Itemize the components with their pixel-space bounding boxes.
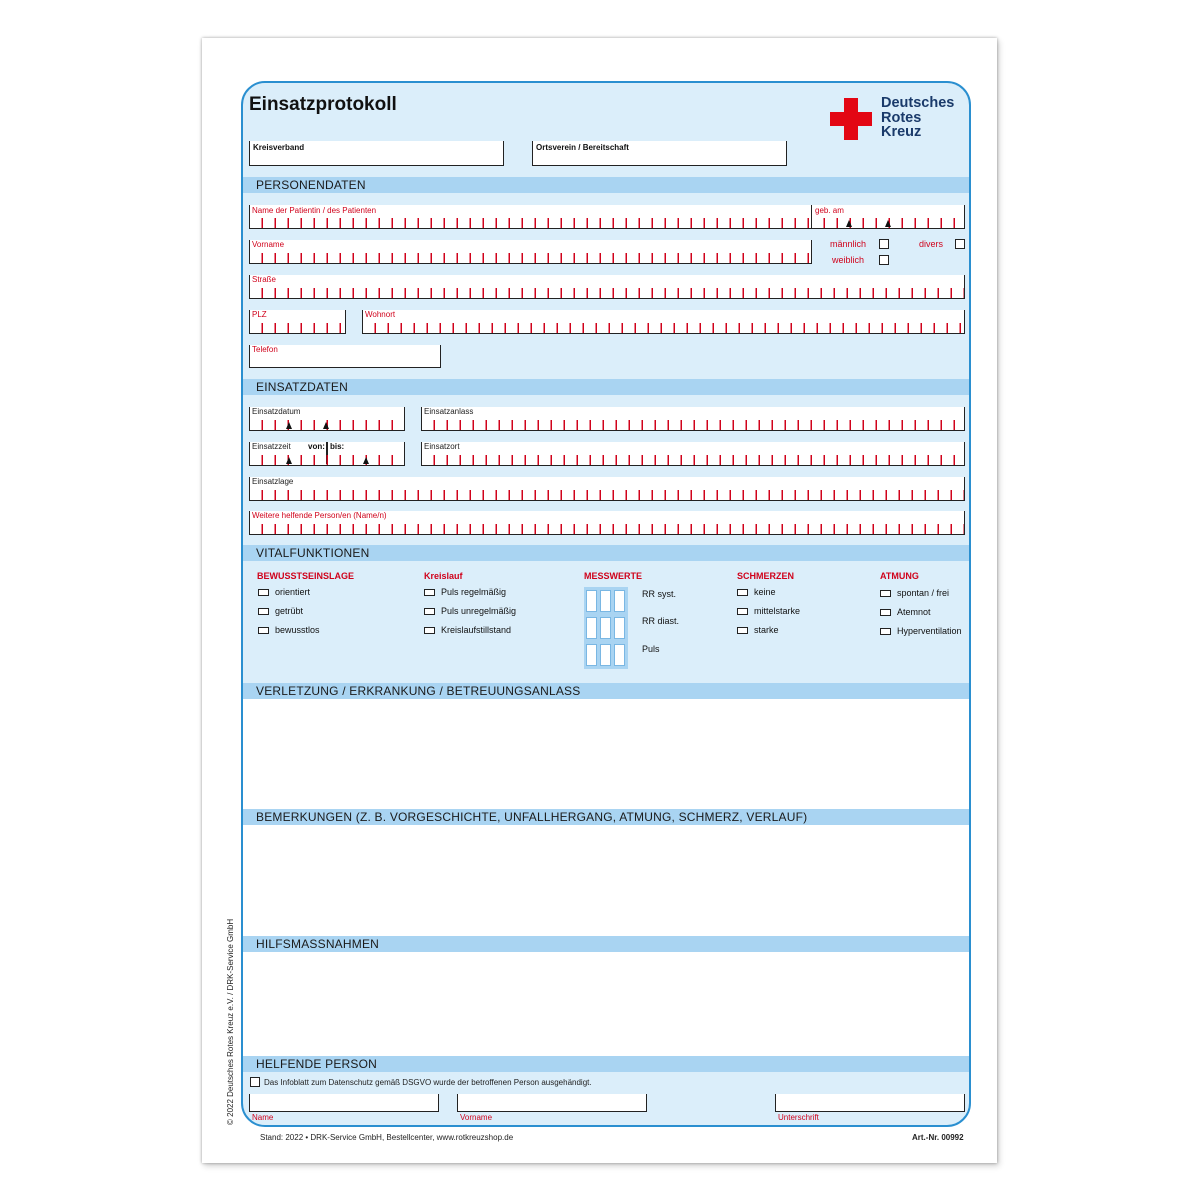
section-bemerkungen: BEMERKUNGEN (Z. B. VORGESCHICHTE, UNFALLHERGANG, ATMUNG, SCHMERZ, VERLAUF) bbox=[243, 809, 969, 825]
helfer-vorname-label: Vorname bbox=[460, 1113, 493, 1122]
section-einsatzdaten: EINSATZDATEN bbox=[243, 379, 969, 395]
option-getruebt[interactable]: getrübt bbox=[258, 606, 303, 616]
ortsverein-field[interactable]: Ortsverein / Bereitschaft bbox=[532, 141, 787, 166]
messwerte-heading: MESSWERTE bbox=[584, 571, 643, 581]
dsgvo-checkbox[interactable] bbox=[250, 1077, 260, 1087]
birthdate-field[interactable]: geb. am bbox=[811, 205, 965, 229]
dsgvo-text: Das Infoblatt zum Datenschutz gemäß DSGVO wurde der betroffenen Person ausgehändigt. bbox=[264, 1078, 592, 1087]
section-personendaten: PERSONENDATEN bbox=[243, 177, 969, 193]
option-bewusstlos[interactable]: bewusstlos bbox=[258, 625, 320, 635]
red-cross-logo-icon bbox=[830, 98, 872, 140]
vorname-field[interactable]: Vorname bbox=[249, 240, 812, 264]
divers-label: divers bbox=[919, 239, 944, 249]
section-verletzung: VERLETZUNG / ERKRANKUNG / BETREUUNGSANLASS bbox=[243, 683, 969, 699]
patient-name-field[interactable]: Name der Patientin / des Patienten bbox=[249, 205, 812, 229]
rr-syst-label: RR syst. bbox=[642, 589, 677, 599]
kreislauf-heading: Kreislauf bbox=[424, 571, 463, 581]
strasse-field[interactable]: Straße bbox=[249, 275, 965, 299]
section-hilfsmassnahmen: HILFSMASSNAHMEN bbox=[243, 936, 969, 952]
option-spontan-frei[interactable]: spontan / frei bbox=[880, 588, 949, 598]
helfer-name-label: Name bbox=[252, 1113, 274, 1122]
unterschrift-field[interactable] bbox=[775, 1094, 965, 1112]
schmerzen-heading: SCHMERZEN bbox=[737, 571, 795, 581]
hilfsmassnahmen-textarea[interactable] bbox=[243, 952, 969, 1056]
option-hyperventilation[interactable]: Hyperventilation bbox=[880, 626, 962, 636]
option-keine[interactable]: keine bbox=[737, 587, 776, 597]
logo-text: Deutsches Rotes Kreuz bbox=[881, 95, 955, 140]
rr-diast-label: RR diast. bbox=[642, 616, 680, 626]
helfer-name-field[interactable] bbox=[249, 1094, 439, 1112]
option-mittelstarke[interactable]: mittelstarke bbox=[737, 606, 800, 616]
option-starke[interactable]: starke bbox=[737, 625, 779, 635]
weiblich-label: weiblich bbox=[832, 255, 865, 265]
footer-artnr: Art.-Nr. 00992 bbox=[912, 1133, 964, 1142]
plz-field[interactable]: PLZ bbox=[249, 310, 346, 334]
bemerkungen-textarea[interactable] bbox=[243, 825, 969, 936]
telefon-field[interactable]: Telefon bbox=[249, 345, 441, 368]
unterschrift-label: Unterschrift bbox=[778, 1113, 819, 1122]
option-puls-unregelmaessig[interactable]: Puls unregelmäßig bbox=[424, 606, 516, 616]
footer-stand: Stand: 2022 • DRK-Service GmbH, Bestellcenter, www.rotkreuzshop.de bbox=[260, 1133, 514, 1142]
weiblich-checkbox[interactable] bbox=[879, 255, 889, 265]
einsatzdatum-field[interactable]: Einsatzdatum bbox=[249, 407, 405, 431]
option-puls-regelmaessig[interactable]: Puls regelmäßig bbox=[424, 587, 506, 597]
section-helfende-person: HELFENDE PERSON bbox=[243, 1056, 969, 1072]
einsatzanlass-field[interactable]: Einsatzanlass bbox=[421, 407, 965, 431]
bewusstsein-heading: BEWUSSTSEINSLAGE bbox=[257, 571, 355, 581]
helfer-vorname-field[interactable] bbox=[457, 1094, 647, 1112]
option-kreislaufstillstand[interactable]: Kreislaufstillstand bbox=[424, 625, 511, 635]
page-title: Einsatzprotokoll bbox=[249, 94, 397, 115]
wohnort-field[interactable]: Wohnort bbox=[362, 310, 965, 334]
puls-label: Puls bbox=[642, 644, 660, 654]
messwerte-grid[interactable] bbox=[584, 587, 628, 669]
weitere-personen-field[interactable]: Weitere helfende Person/en (Name/n) bbox=[249, 511, 965, 535]
verletzung-textarea[interactable] bbox=[243, 699, 969, 809]
option-atemnot[interactable]: Atemnot bbox=[880, 607, 931, 617]
divers-checkbox[interactable] bbox=[955, 239, 965, 249]
einsatzort-field[interactable]: Einsatzort bbox=[421, 442, 965, 466]
option-orientiert[interactable]: orientiert bbox=[258, 587, 310, 597]
kreisverband-field[interactable]: Kreisverband bbox=[249, 141, 504, 166]
einsatzlage-field[interactable]: Einsatzlage bbox=[249, 477, 965, 501]
atmung-heading: ATMUNG bbox=[880, 571, 919, 581]
section-vitalfunktionen: VITALFUNKTIONEN bbox=[243, 545, 969, 561]
maennlich-checkbox[interactable] bbox=[879, 239, 889, 249]
einsatzzeit-field[interactable]: Einsatzzeit von: bis: bbox=[249, 442, 405, 466]
maennlich-label: männlich bbox=[830, 239, 867, 249]
side-copyright: © 2022 Deutsches Rotes Kreuz e.V. / DRK-Service GmbH bbox=[226, 918, 235, 1125]
